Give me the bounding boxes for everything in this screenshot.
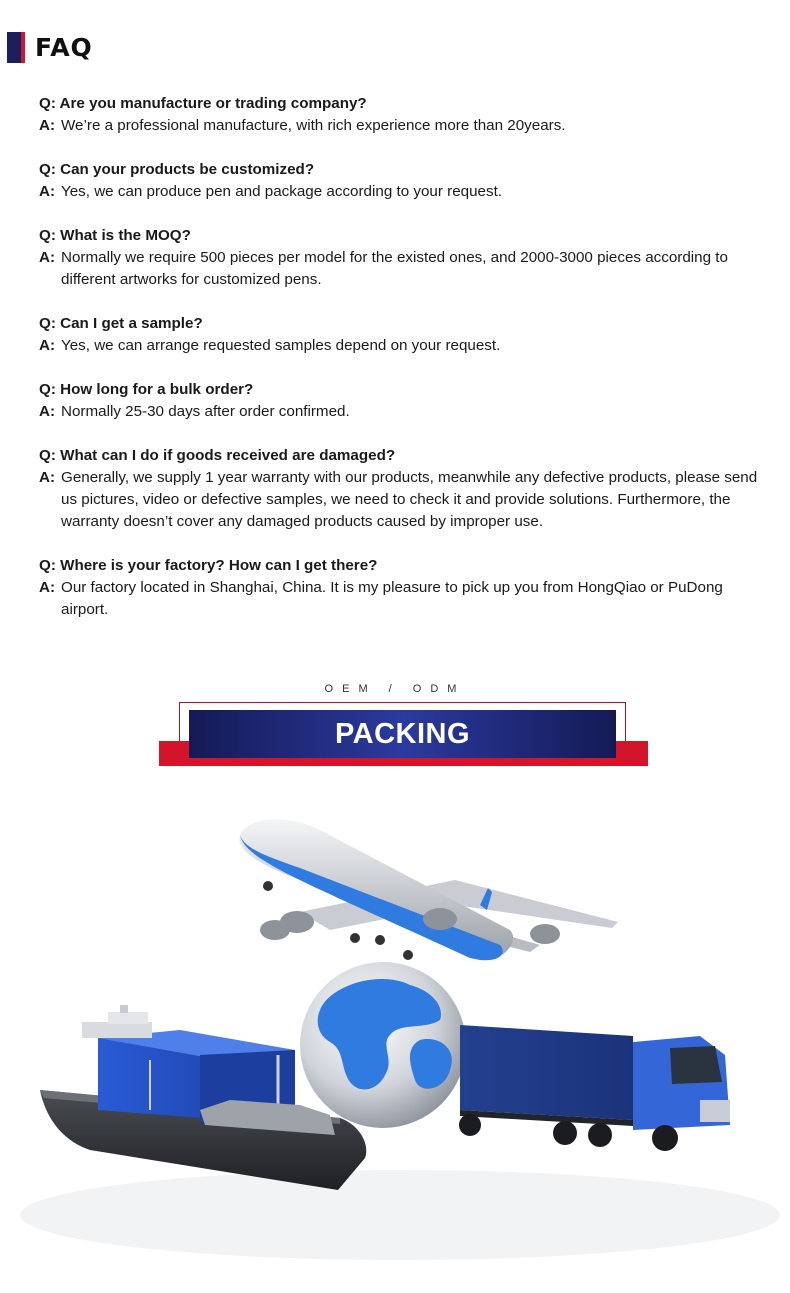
a-prefix: A: (39, 469, 56, 486)
faq-accent-bar (7, 32, 25, 63)
a-prefix: A: (39, 183, 56, 200)
q-prefix: Q: (39, 381, 56, 398)
q-prefix: Q: (39, 315, 56, 332)
a-prefix: A: (39, 249, 56, 266)
q-prefix: Q: (39, 161, 56, 178)
question-text: Where is your factory? How can I get there? (60, 557, 378, 574)
answer-text: Yes, we can produce pen and package according to your request. (61, 183, 503, 200)
faq-question (39, 93, 769, 115)
q-prefix: Q: (39, 227, 56, 244)
question-text: How long for a bulk order? (60, 381, 254, 398)
answer-text: Our factory located in Shanghai, China. It is my pleasure to pick up you from HongQiao or PuDong airport. (61, 579, 723, 618)
faq-answer (39, 401, 769, 423)
oem-odm-subtitle: OEM / ODM (324, 683, 466, 695)
faq-item (39, 93, 769, 137)
question-text: What is the MOQ? (60, 227, 191, 244)
faq-item (39, 159, 769, 203)
faq-question (39, 555, 769, 577)
faq-question (39, 379, 769, 401)
answer-text: Normally we require 500 pieces per model for the existed ones, and 2000-3000 pieces according to different artworks for customized pens. (61, 249, 728, 288)
answer-text: Generally, we supply 1 year warranty with our products, meanwhile any defective products, please send us pictures, video or defective samples, we need to check it and provide solutions. Furthermore, the warranty doesn’t cover any damaged products caused by improper use. (61, 469, 758, 530)
faq-item (39, 313, 769, 357)
answer-text: Normally 25-30 days after order confirmed. (61, 403, 350, 420)
faq-title: FAQ (35, 32, 93, 62)
faq-item (39, 445, 769, 533)
faq-answer (39, 467, 769, 533)
a-prefix: A: (39, 117, 56, 134)
a-prefix: A: (39, 403, 56, 420)
faq-list (39, 93, 769, 643)
faq-answer (39, 115, 769, 137)
packing-title: PACKING (334, 717, 471, 750)
answer-text: Yes, we can arrange requested samples depend on your request. (61, 337, 501, 354)
shipping-illustration (0, 790, 790, 1293)
packing-banner (189, 710, 616, 758)
answer-text: We’re a professional manufacture, with rich experience more than 20years. (61, 117, 566, 134)
a-prefix: A: (39, 579, 56, 596)
question-text: What can I do if goods received are damaged? (60, 447, 396, 464)
faq-answer (39, 247, 769, 291)
faq-answer (39, 181, 769, 203)
a-prefix: A: (39, 337, 56, 354)
q-prefix: Q: (39, 557, 56, 574)
faq-item (39, 555, 769, 621)
question-text: Can your products be customized? (60, 161, 315, 178)
truck-icon (459, 1025, 730, 1151)
faq-question (39, 225, 769, 247)
question-text: Can I get a sample? (60, 315, 203, 332)
faq-question (39, 313, 769, 335)
q-prefix: Q: (39, 447, 56, 464)
faq-item (39, 379, 769, 423)
faq-question (39, 159, 769, 181)
globe-icon (300, 962, 466, 1128)
faq-question (39, 445, 769, 467)
airplane-icon (239, 819, 618, 960)
faq-item (39, 225, 769, 291)
question-text: Are you manufacture or trading company? (59, 95, 367, 112)
faq-header (7, 31, 93, 63)
faq-answer (39, 577, 769, 621)
floor-reflection (20, 1170, 780, 1260)
q-prefix: Q: (39, 95, 56, 112)
faq-answer (39, 335, 769, 357)
